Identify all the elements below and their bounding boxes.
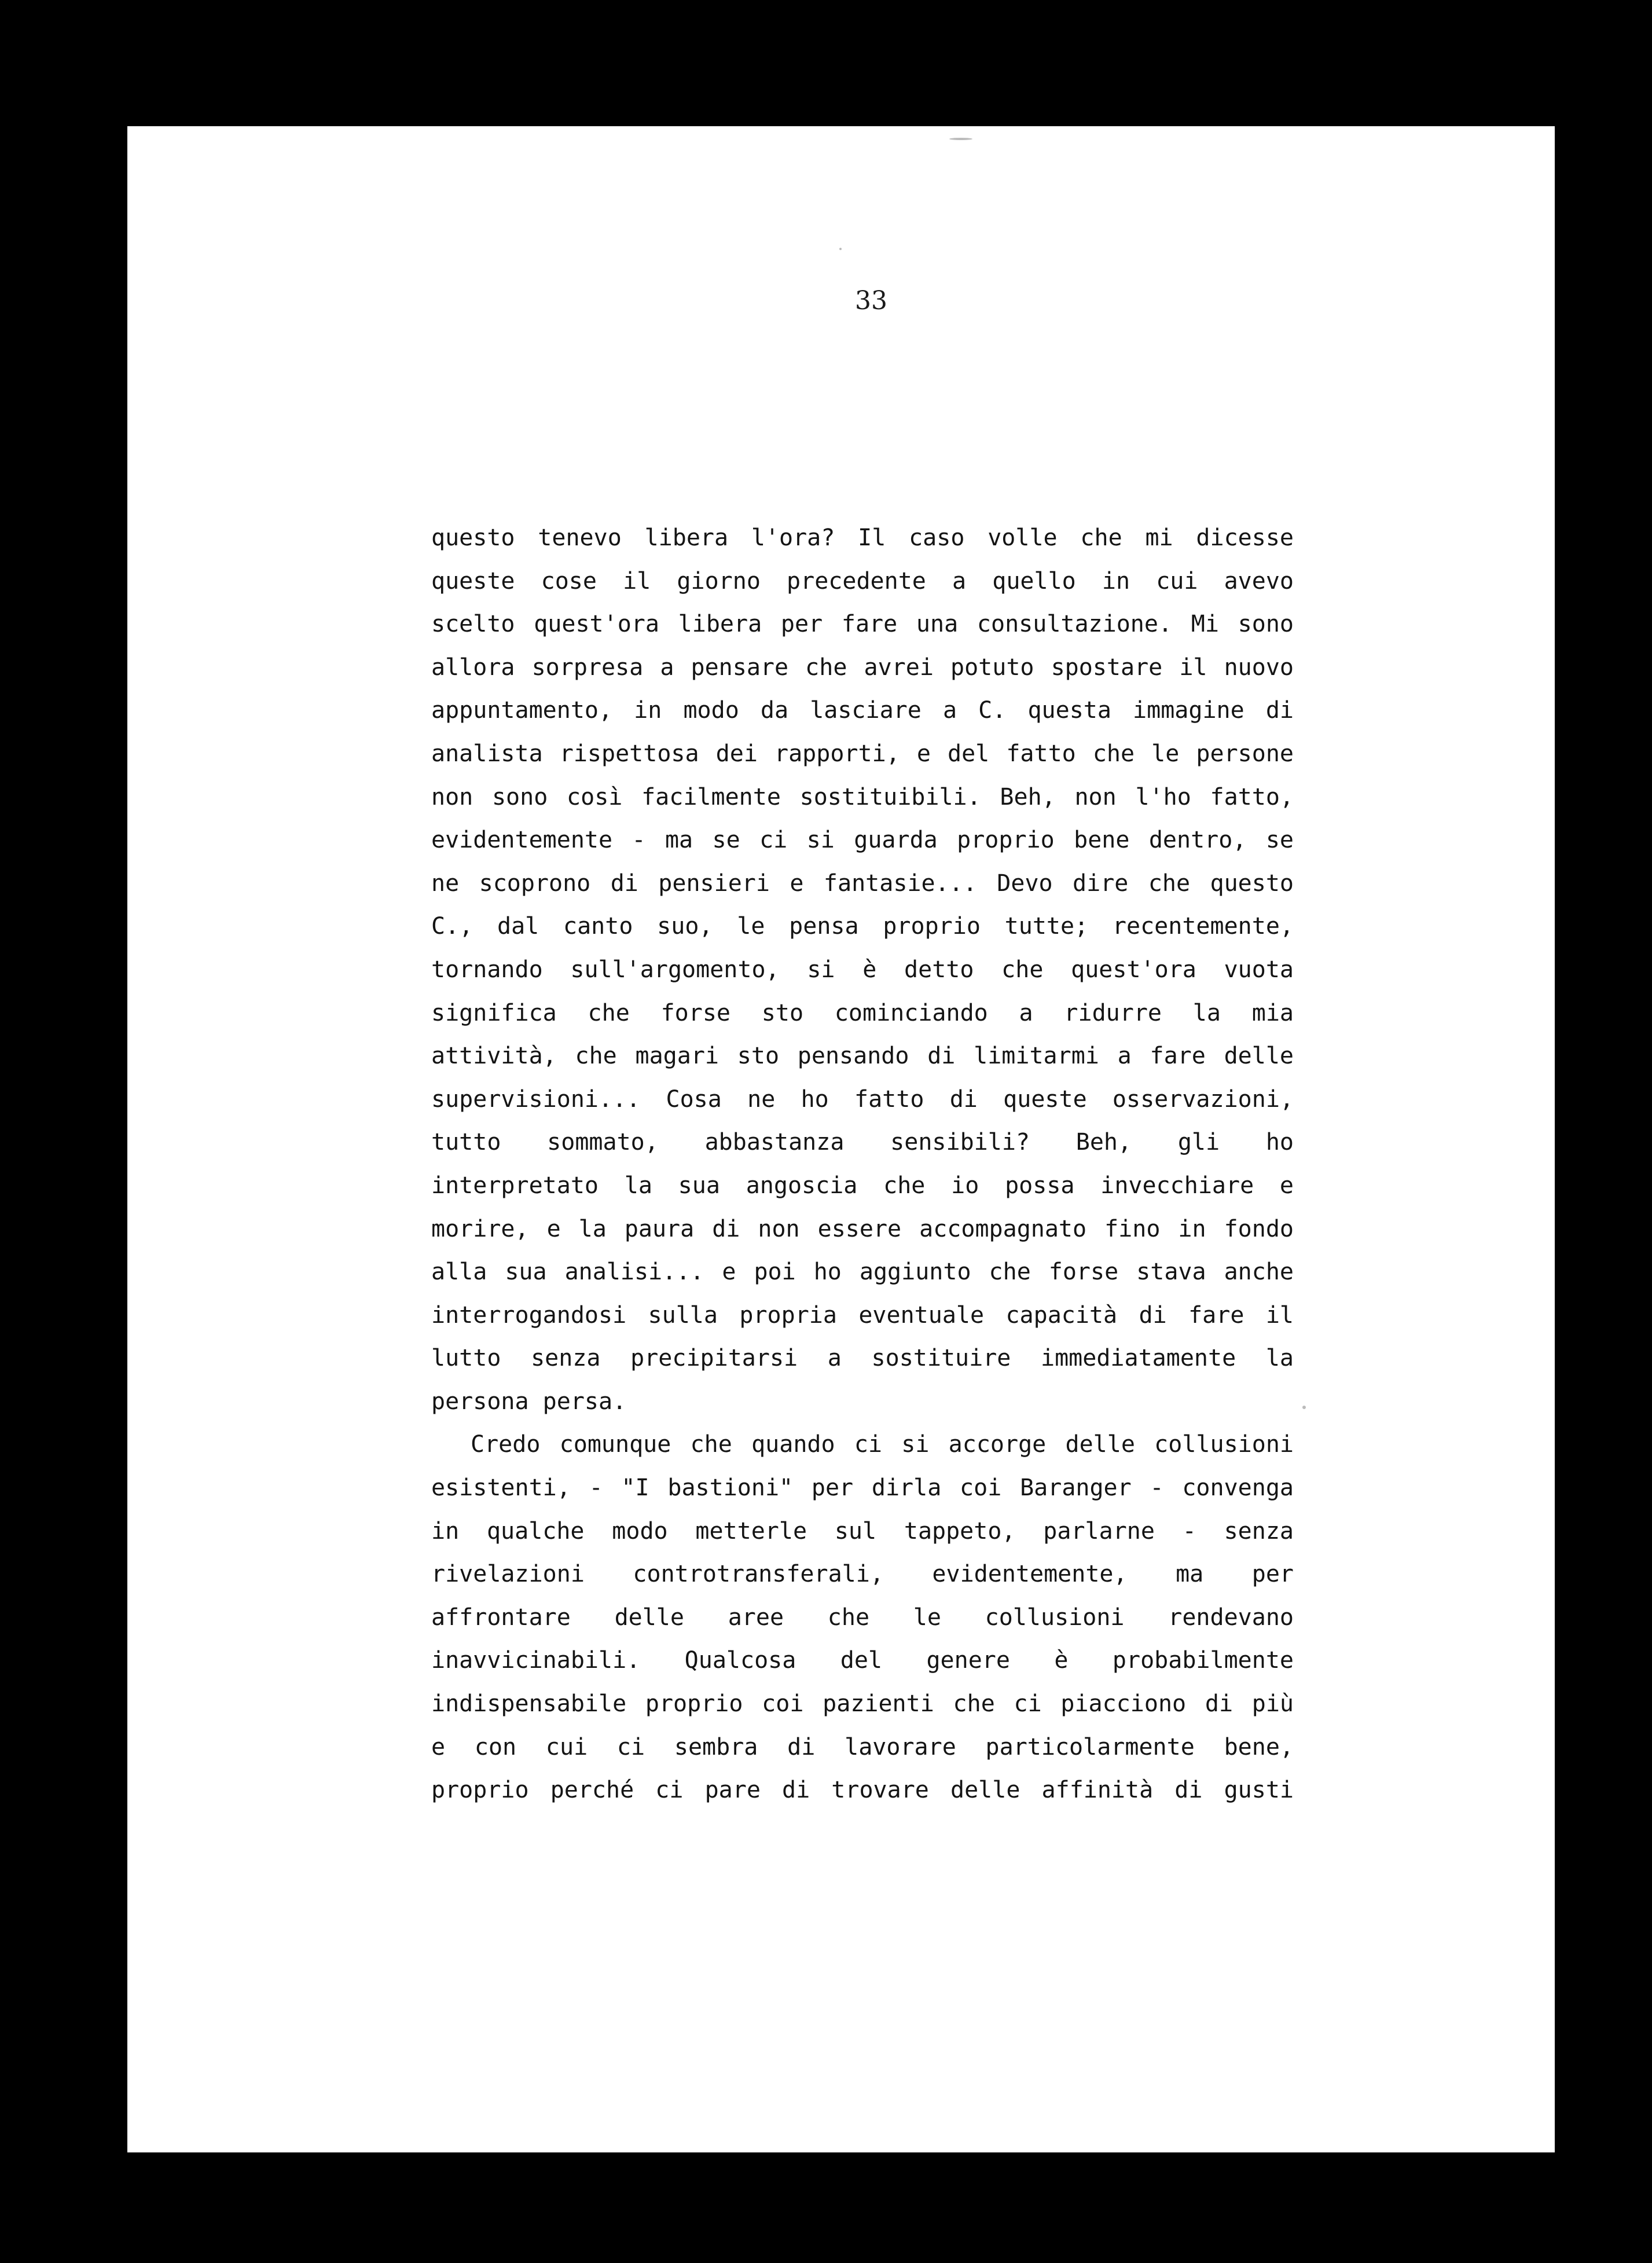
text-line: interpretato la sua angoscia che io possa invecchiare e	[431, 1172, 1294, 1199]
text-line: attività, che magari sto pensando di limitarmi a fare delle	[431, 1043, 1294, 1070]
paragraph	[431, 1423, 1294, 1811]
text-line: Credo comunque che quando ci si accorge delle collusioni	[471, 1431, 1294, 1458]
text-line: scelto quest'ora libera per fare una consultazione. Mi sono	[431, 611, 1294, 638]
text-line: tutto sommato, abbastanza sensibili? Beh, gli ho	[431, 1129, 1294, 1156]
text-line: ne scoprono di pensieri e fantasie... Devo dire che questo	[431, 870, 1294, 897]
text-line: esistenti, - "I bastioni" per dirla coi Baranger - convenga	[431, 1475, 1294, 1502]
text-line: inavvicinabili. Qualcosa del genere è probabilmente	[431, 1647, 1294, 1674]
text-line: queste cose il giorno precedente a quello in cui avevo	[431, 567, 1294, 595]
text-line: analista rispettosa dei rapporti, e del fatto che le persone	[431, 740, 1294, 767]
text-line: morire, e la paura di non essere accompagnato fino in fondo	[431, 1215, 1294, 1242]
text-line: evidentemente - ma se ci si guarda proprio bene dentro, se	[431, 827, 1294, 854]
text-line: supervisioni... Cosa ne ho fatto di queste osservazioni,	[431, 1085, 1294, 1113]
scan-speck	[949, 138, 972, 140]
text-line: indispensabile proprio coi pazienti che ci piacciono di più	[431, 1690, 1294, 1718]
text-line: allora sorpresa a pensare che avrei potuto spostare il nuovo	[431, 654, 1294, 681]
page-number: 33	[855, 286, 887, 316]
text-line: tornando sull'argomento, si è detto che quest'ora vuota	[431, 956, 1294, 983]
body-text	[431, 516, 1294, 1812]
text-line: e con cui ci sembra di lavorare particolarmente bene,	[431, 1733, 1294, 1760]
text-line: appuntamento, in modo da lasciare a C. questa immagine di	[431, 697, 1294, 724]
text-line: proprio perché ci pare di trovare delle affinità di gusti	[431, 1777, 1294, 1804]
text-line: alla sua analisi... e poi ho aggiunto che forse stava anche	[431, 1259, 1294, 1286]
text-line: questo tenevo libera l'ora? Il caso volle che mi dicesse	[431, 525, 1294, 551]
text-line: non sono così facilmente sostituibili. Beh, non l'ho fatto,	[431, 783, 1294, 810]
text-line: C., dal canto suo, le pensa proprio tutte; recentemente,	[431, 913, 1294, 940]
text-line: interrogandosi sulla propria eventuale capacità di fare il	[431, 1301, 1294, 1329]
scan-speck	[839, 248, 842, 250]
scan-speck	[1302, 1406, 1306, 1409]
text-line: in qualche modo metterle sul tappeto, parlarne - senza	[431, 1517, 1294, 1545]
text-line: affrontare delle aree che le collusioni rendevano	[431, 1604, 1294, 1631]
paragraph	[431, 516, 1294, 1423]
text-line: lutto senza precipitarsi a sostituire immediatamente la	[431, 1345, 1294, 1372]
text-line: persona persa.	[431, 1388, 627, 1415]
text-line: rivelazioni controtransferali, evidentemente, ma per	[431, 1561, 1294, 1588]
text-line: significa che forse sto cominciando a ridurre la mia	[431, 999, 1294, 1026]
